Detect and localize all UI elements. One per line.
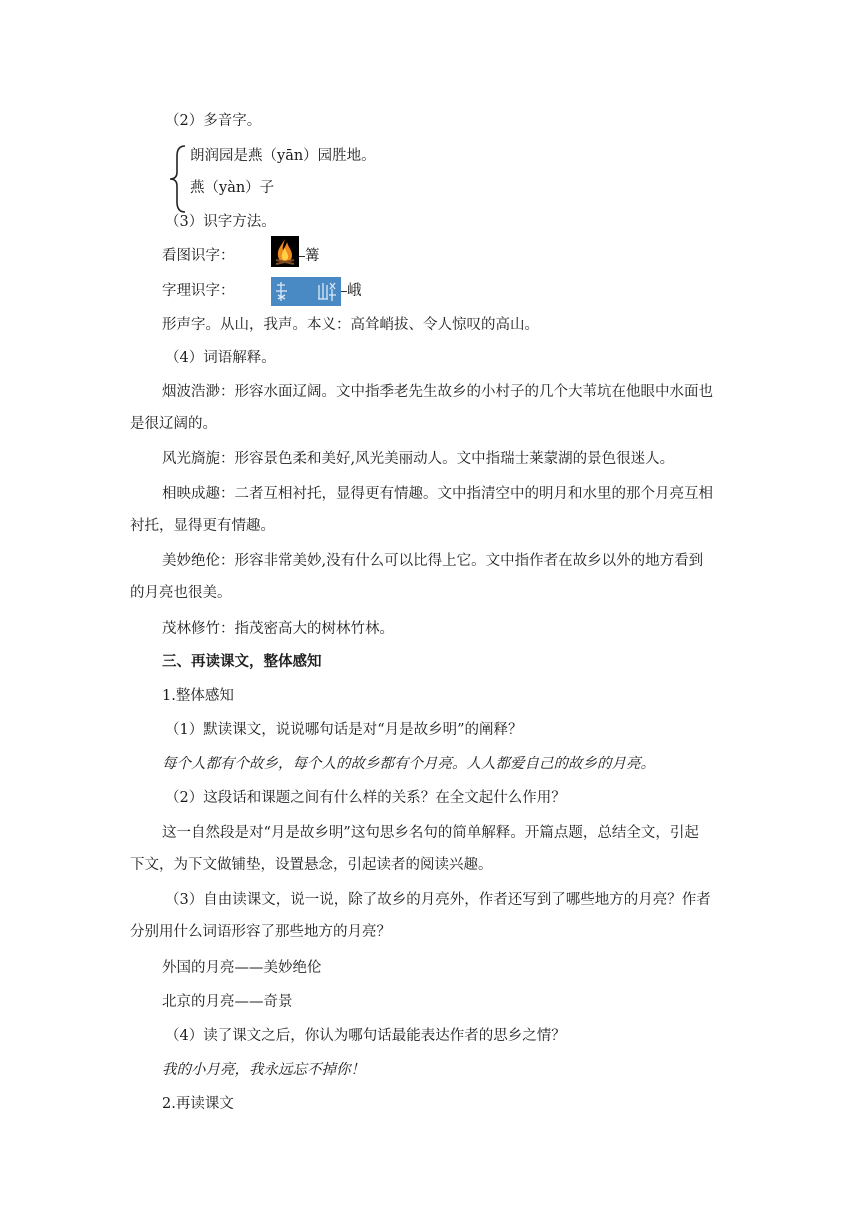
polyphone-example-1: 朗润园是燕（yān）园胜地。 (190, 148, 376, 164)
question-4: （4）读了课文之后，你认为哪句话最能表达作者的思乡之情？ (165, 1028, 566, 1044)
answer-1: 每个人都有个故乡，每个人的故乡都有个月亮。人人都爱自己的故乡的月亮。 (162, 756, 655, 772)
definition-5: 茂林修竹：指茂密高大的树林竹林。 (162, 621, 394, 637)
answer-2-line-2: 下文，为下文做铺垫，设置悬念，引起读者的阅读兴趣。 (130, 857, 493, 873)
picture-literacy-label: 看图识字： (162, 248, 235, 264)
curly-brace (168, 144, 188, 214)
part3-heading: 三、再读课文，整体感知 (162, 653, 322, 670)
vocabulary-heading: （4）词语解释。 (165, 350, 276, 366)
literacy-method-heading: （3）识字方法。 (165, 214, 276, 230)
logic-literacy-char: 峨 (347, 283, 362, 299)
seal-script-image (271, 277, 341, 306)
definition-1-line-2: 是很辽阔的。 (130, 416, 217, 432)
definition-4-line-2: 的月亮也很美。 (130, 585, 232, 601)
question-3-line-2: 分别用什么词语形容了那些地方的月亮？ (130, 924, 391, 940)
bonfire-image (271, 236, 299, 267)
polyphone-example-2: 燕（yàn）子 (190, 180, 275, 196)
definition-3-line-2: 衬托，显得更有情趣。 (130, 518, 275, 534)
logic-literacy-label: 字理识字： (162, 283, 235, 299)
answer-3-beijing: 北京的月亮——奇景 (162, 994, 293, 1010)
xingsheng-explanation: 形声字。从山，我声。本义：高耸峭拔、令人惊叹的高山。 (162, 317, 539, 333)
answer-4: 我的小月亮，我永远忘不掉你！ (162, 1062, 365, 1078)
subheading-overall: 1.整体感知 (162, 688, 234, 704)
answer-2-line-1: 这一自然段是对“月是故乡明”这句思乡名句的简单解释。开篇点题，总结全文，引起 (162, 825, 699, 841)
picture-literacy-char: 篝 (305, 248, 320, 264)
definition-3-line-1: 相映成趣：二者互相衬托，显得更有情趣。文中指清空中的明月和水里的那个月亮互相 (162, 486, 713, 502)
polyphone-heading: （2）多音字。 (165, 113, 262, 129)
definition-2: 风光旖旎：形容景色柔和美好,风光美丽动人。文中指瑞士莱蒙湖的景色很迷人。 (162, 451, 675, 467)
answer-3-foreign: 外国的月亮——美妙绝伦 (162, 960, 322, 976)
definition-1-line-1: 烟波浩渺：形容水面辽阔。文中指季老先生故乡的小村子的几个大苇坑在他眼中水面也 (162, 384, 713, 400)
question-2: （2）这段话和课题之间有什么样的关系？在全文起什么作用？ (165, 790, 566, 806)
question-3-line-1: （3）自由读课文，说一说，除了故乡的月亮外，作者还写到了哪些地方的月亮？作者 (165, 892, 711, 908)
subheading-reread: 2.再读课文 (162, 1096, 234, 1112)
definition-4-line-1: 美妙绝伦：形容非常美妙,没有什么可以比得上它。文中指作者在故乡以外的地方看到 (162, 553, 704, 569)
question-1: （1）默读课文，说说哪句话是对“月是故乡明”的阐释？ (165, 722, 523, 738)
